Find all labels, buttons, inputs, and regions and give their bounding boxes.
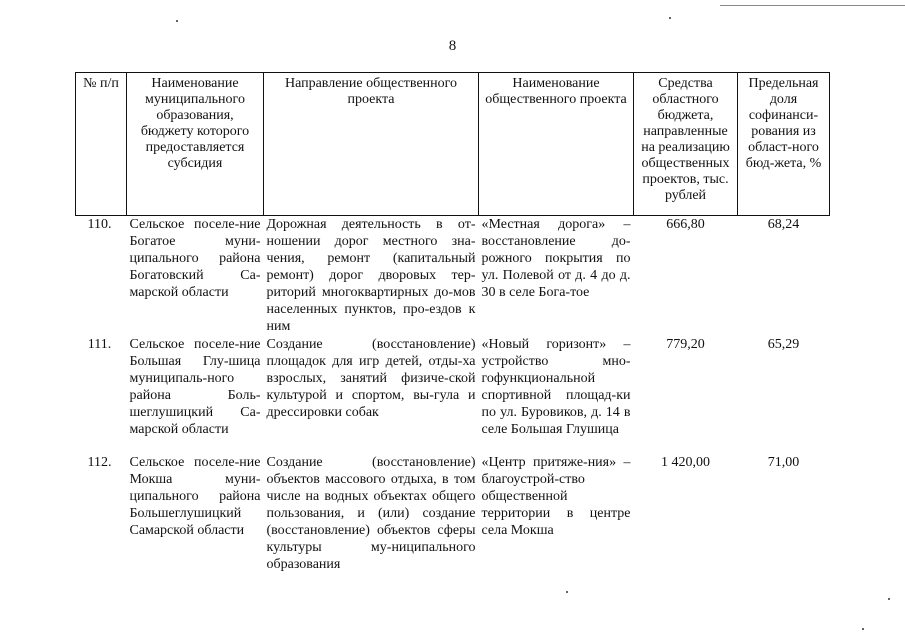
share-cell: 68,24 <box>767 217 800 232</box>
scan-speck <box>862 628 864 630</box>
table-row <box>76 454 830 584</box>
header-share: Предельная доля софинанси-рования из област-ного бюд-жета, % <box>738 73 830 216</box>
subsidy-table <box>75 72 830 584</box>
share-cell: 71,00 <box>767 455 800 470</box>
table-row <box>76 336 830 454</box>
table-header-row <box>76 73 830 216</box>
row-number: 111. <box>87 337 112 352</box>
direction-cell: Создание (восстановление) объектов массового отдыха, в том числе на водных объектах общего пользования, и (или) создание (восстановление) объектов сферы культуры му-ниципального образования <box>266 455 476 572</box>
direction-cell: Создание (восстановление) площадок для игр детей, отды-ха взрослых, занятий физиче-ской культурой и спортом, вы-гула и дрессировки собак <box>266 337 476 420</box>
header-municipality: Наименование муниципального образования, бюджету которого предоставляется субсидия <box>127 73 264 216</box>
funds-cell: 779,20 <box>666 337 705 352</box>
header-num: № п/п <box>76 73 127 216</box>
municipality-cell: Сельское поселе-ние Богатое муни-ципального района Богатовский Са-марской области <box>129 217 261 300</box>
municipality-cell: Сельское поселе-ние Мокша муни-ципального района Большеглушицкий Самарской области <box>129 455 261 538</box>
header-funds: Средства областного бюджета, направленные на реализацию общественных проектов, тыс. рублей <box>634 73 738 216</box>
scan-edge-line <box>720 5 905 6</box>
funds-cell: 666,80 <box>666 217 705 232</box>
scan-speck <box>888 598 890 600</box>
municipality-cell: Сельское поселе-ние Большая Глу-шица муниципаль-ного района Боль-шеглушицкий Са-марской области <box>129 337 261 437</box>
funds-cell: 1 420,00 <box>661 455 710 470</box>
project-cell: «Местная дорога» – восстановление до-рожного покрытия по ул. Полевой от д. 4 до д. 30 в селе Бога-тое <box>481 217 631 300</box>
scan-speck <box>669 17 671 19</box>
table-row <box>76 216 830 337</box>
project-cell: «Центр притяже-ния» – благоустрой-ство общественной территории в центре села Мокша <box>481 455 631 538</box>
page-number: 8 <box>448 38 457 54</box>
row-number: 110. <box>87 217 112 232</box>
scan-speck <box>566 591 568 593</box>
header-project: Наименование общественного проекта <box>479 73 634 216</box>
share-cell: 65,29 <box>767 337 800 352</box>
project-cell: «Новый горизонт» – устройство мно-гофункциональной спортивной площад-ки по ул. Буровиков, д. 14 в селе Большая Глушица <box>481 337 631 437</box>
scan-speck <box>176 20 178 22</box>
row-number: 112. <box>87 455 112 470</box>
direction-cell: Дорожная деятельность в от-ношении дорог местного зна-чения, ремонт (капитальный ремонт) дорог дворовых тер-риторий многоквартирных до-мов населенных пунктов, про-ездов к ним <box>266 217 476 334</box>
header-direction: Направление общественного проекта <box>264 73 479 216</box>
